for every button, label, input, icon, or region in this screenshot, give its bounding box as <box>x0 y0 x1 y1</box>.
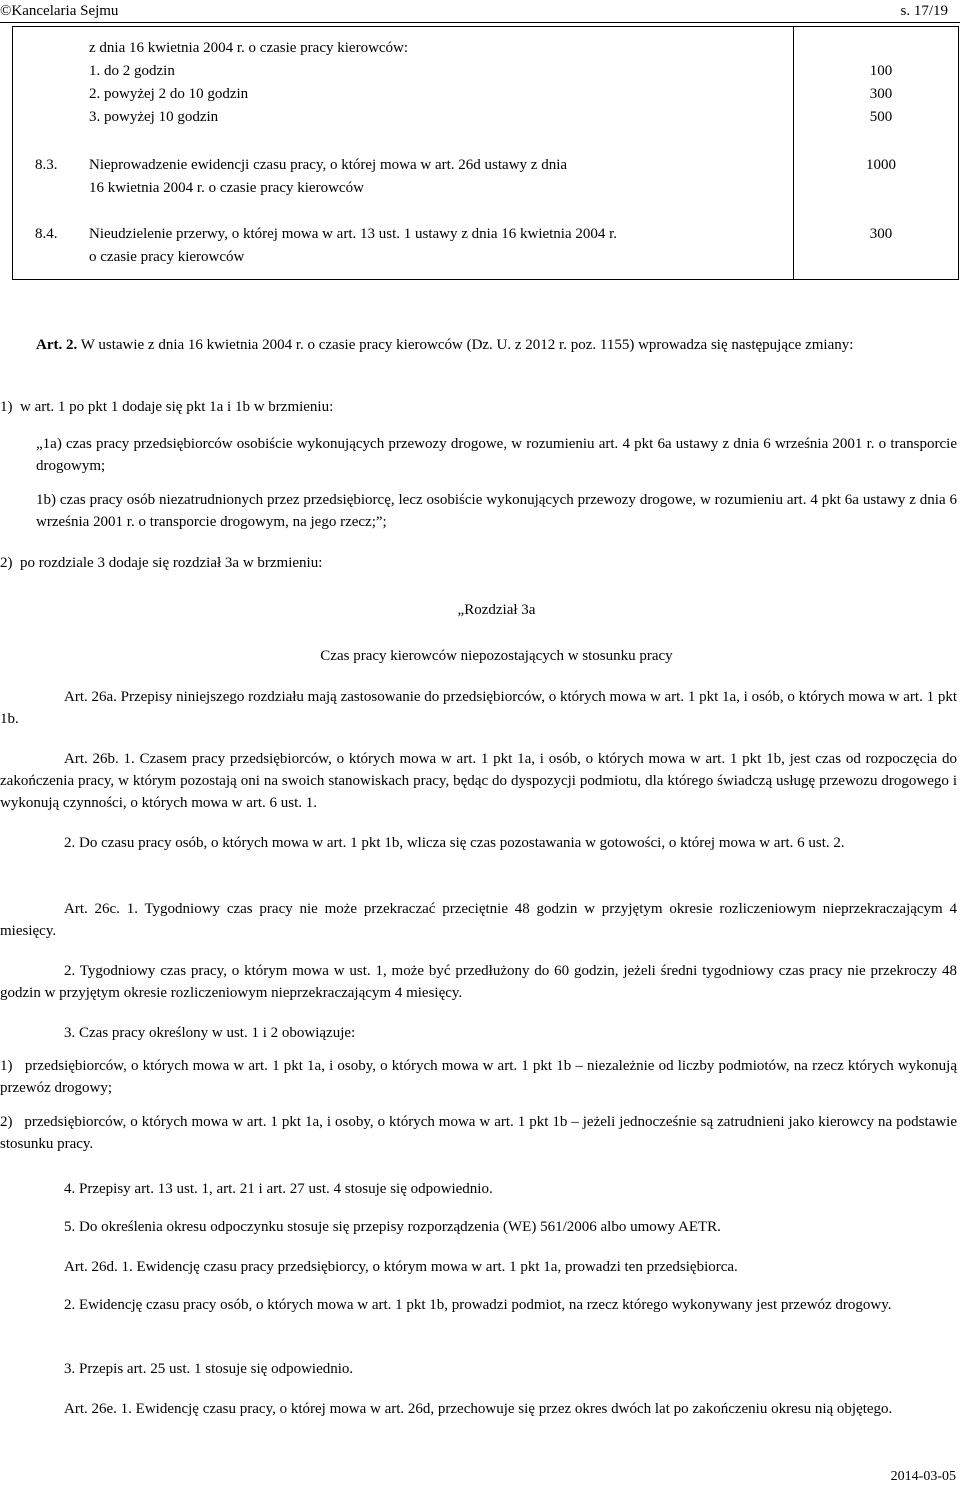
art-26a: Art. 26a. Przepisy niniejszego rozdziału mają zastosowanie do przedsiębiorców, o których mowa w art. 1 pkt 1a, i osób, o których mowa w art. 1 pkt 1b. <box>0 689 957 727</box>
art-26c-3-point-1: 1) przedsiębiorców, o których mowa w art. 1 pkt 1a, i osoby, o których mowa w art. 1 pkt 1b – niezależnie od liczby podmiotów, na rzecz których wykonują przewóz drogowy; <box>0 1058 957 1096</box>
table-row-text: o czasie pracy kierowców <box>89 249 245 265</box>
art-26d-1: Art. 26d. 1. Ewidencję czasu pracy przedsiębiorcy, o którym mowa w art. 1 pkt 1a, prowadzi ten przedsiębiorca. <box>64 1259 738 1275</box>
page-header <box>0 0 960 23</box>
art-26b-1: Art. 26b. 1. Czasem pracy przedsiębiorców, o których mowa w art. 1 pkt 1a, i osób, o których mowa w art. 1 pkt 1b, jest czas od rozpoczęcia do zakończenia pracy, w którym pozostają oni na swoich stanowiskach pracy, będąc do dyspozycji podmiotu, dla którego świadczą usługę przewozu drogowego i wykonują czynności, o których mowa w art. 6 ust. 1. <box>0 751 957 811</box>
header-copyright: ©Kancelaria Sejmu <box>0 3 119 19</box>
art-26d-2: 2. Ewidencję czasu pracy osób, o których mowa w art. 1 pkt 1b, prowadzi podmiot, na rzecz którego wykonywany jest przewóz drogowy. <box>64 1297 892 1313</box>
penalty-table <box>12 26 959 280</box>
art-26c-4: 4. Przepisy art. 13 ust. 1, art. 21 i art. 27 ust. 4 stosuje się odpowiednio. <box>64 1181 493 1197</box>
art-26c-5: 5. Do określenia okresu odpoczynku stosuje się przepisy rozporządzenia (WE) 561/2006 albo umowy AETR. <box>64 1219 721 1235</box>
amendment-2: 2) po rozdziale 3 dodaje się rozdział 3a w brzmieniu: <box>0 555 323 571</box>
table-column-divider <box>793 27 794 279</box>
table-row-number: 8.4. <box>35 226 58 242</box>
art2-paragraph <box>0 334 957 356</box>
table-top-item: 1. do 2 godzin <box>89 63 175 79</box>
art-26b-2: 2. Do czasu pracy osób, o których mowa w art. 1 pkt 1b, wlicza się czas pozostawania w gotowości, o której mowa w art. 6 ust. 2. <box>64 835 845 851</box>
table-row-text: Nieprowadzenie ewidencji czasu pracy, o której mowa w art. 26d ustawy z dnia <box>89 157 568 173</box>
footer-date: 2014-03-05 <box>890 1469 956 1484</box>
chapter-title: Czas pracy kierowców niepozostających w stosunku pracy <box>320 648 673 664</box>
art-26d-3: 3. Przepis art. 25 ust. 1 stosuje się odpowiednio. <box>64 1361 354 1377</box>
art-26c-3: 3. Czas pracy określony w ust. 1 i 2 obowiązuje: <box>64 1025 356 1041</box>
art2-heading: Art. 2. <box>36 337 78 353</box>
point-1a: „1a) czas pracy przedsiębiorców osobiście wykonujących przewozy drogowe, w rozumieniu art. 4 pkt 6a ustawy z dnia 6 września 2001 r. o transporcie drogowym; <box>36 436 957 474</box>
art-26e: Art. 26e. 1. Ewidencję czasu pracy, o której mowa w art. 26d, przechowuje się przez okres dwóch lat po zakończeniu okresu nią objętego. <box>64 1401 893 1417</box>
chapter-number: „Rozdział 3a <box>457 602 536 618</box>
table-top-value: 500 <box>869 109 893 125</box>
amendment-1: 1) w art. 1 po pkt 1 dodaje się pkt 1a i 1b w brzmieniu: <box>0 399 334 415</box>
table-top-value: 100 <box>869 63 893 79</box>
art-26c-1: Art. 26c. 1. Tygodniowy czas pracy nie może przekraczać przeciętnie 48 godzin w przyjętym okresie rozliczeniowym nieprzekraczającym 4 miesięcy. <box>0 901 957 939</box>
table-top-value: 300 <box>869 86 893 102</box>
table-row-number: 8.3. <box>35 157 58 173</box>
table-top-item: 3. powyżej 10 godzin <box>89 109 219 125</box>
table-row-text: Nieudzielenie przerwy, o której mowa w art. 13 ust. 1 ustawy z dnia 16 kwietnia 2004 r. <box>89 226 618 242</box>
table-row-text: 16 kwietnia 2004 r. o czasie pracy kierowców <box>89 180 364 196</box>
table-row-value: 1000 <box>866 157 896 173</box>
art-26c-3-point-2: 2) przedsiębiorców, o których mowa w art. 1 pkt 1a, i osoby, o których mowa w art. 1 pkt 1b – jeżeli jednocześnie są zatrudnieni jako kierowcy na podstawie stosunku pracy. <box>0 1114 957 1152</box>
point-1b: 1b) czas pracy osób niezatrudnionych przez przedsiębiorcę, lecz osobiście wykonujących przewozy drogowe, w rozumieniu art. 4 pkt 6a ustawy z dnia 6 września 2001 r. o transporcie drogowym, na jego rzecz;”; <box>36 492 957 530</box>
art2-text: W ustawie z dnia 16 kwietnia 2004 r. o czasie pracy kierowców (Dz. U. z 2012 r. poz. 1155) wprowadza się następujące zmiany: <box>77 337 854 353</box>
header-page-number: s. 17/19 <box>900 3 948 19</box>
table-top-item: 2. powyżej 2 do 10 godzin <box>89 86 249 102</box>
table-row-value: 300 <box>869 226 893 242</box>
art-26c-2: 2. Tygodniowy czas pracy, o którym mowa w ust. 1, może być przedłużony do 60 godzin, jeżeli średni tygodniowy czas pracy nie przekroczy 48 godzin w przyjętym okresie rozliczeniowym nieprzekraczającym 4 miesięcy. <box>0 963 957 1001</box>
table-top-intro: z dnia 16 kwietnia 2004 r. o czasie pracy kierowców: <box>89 40 409 56</box>
